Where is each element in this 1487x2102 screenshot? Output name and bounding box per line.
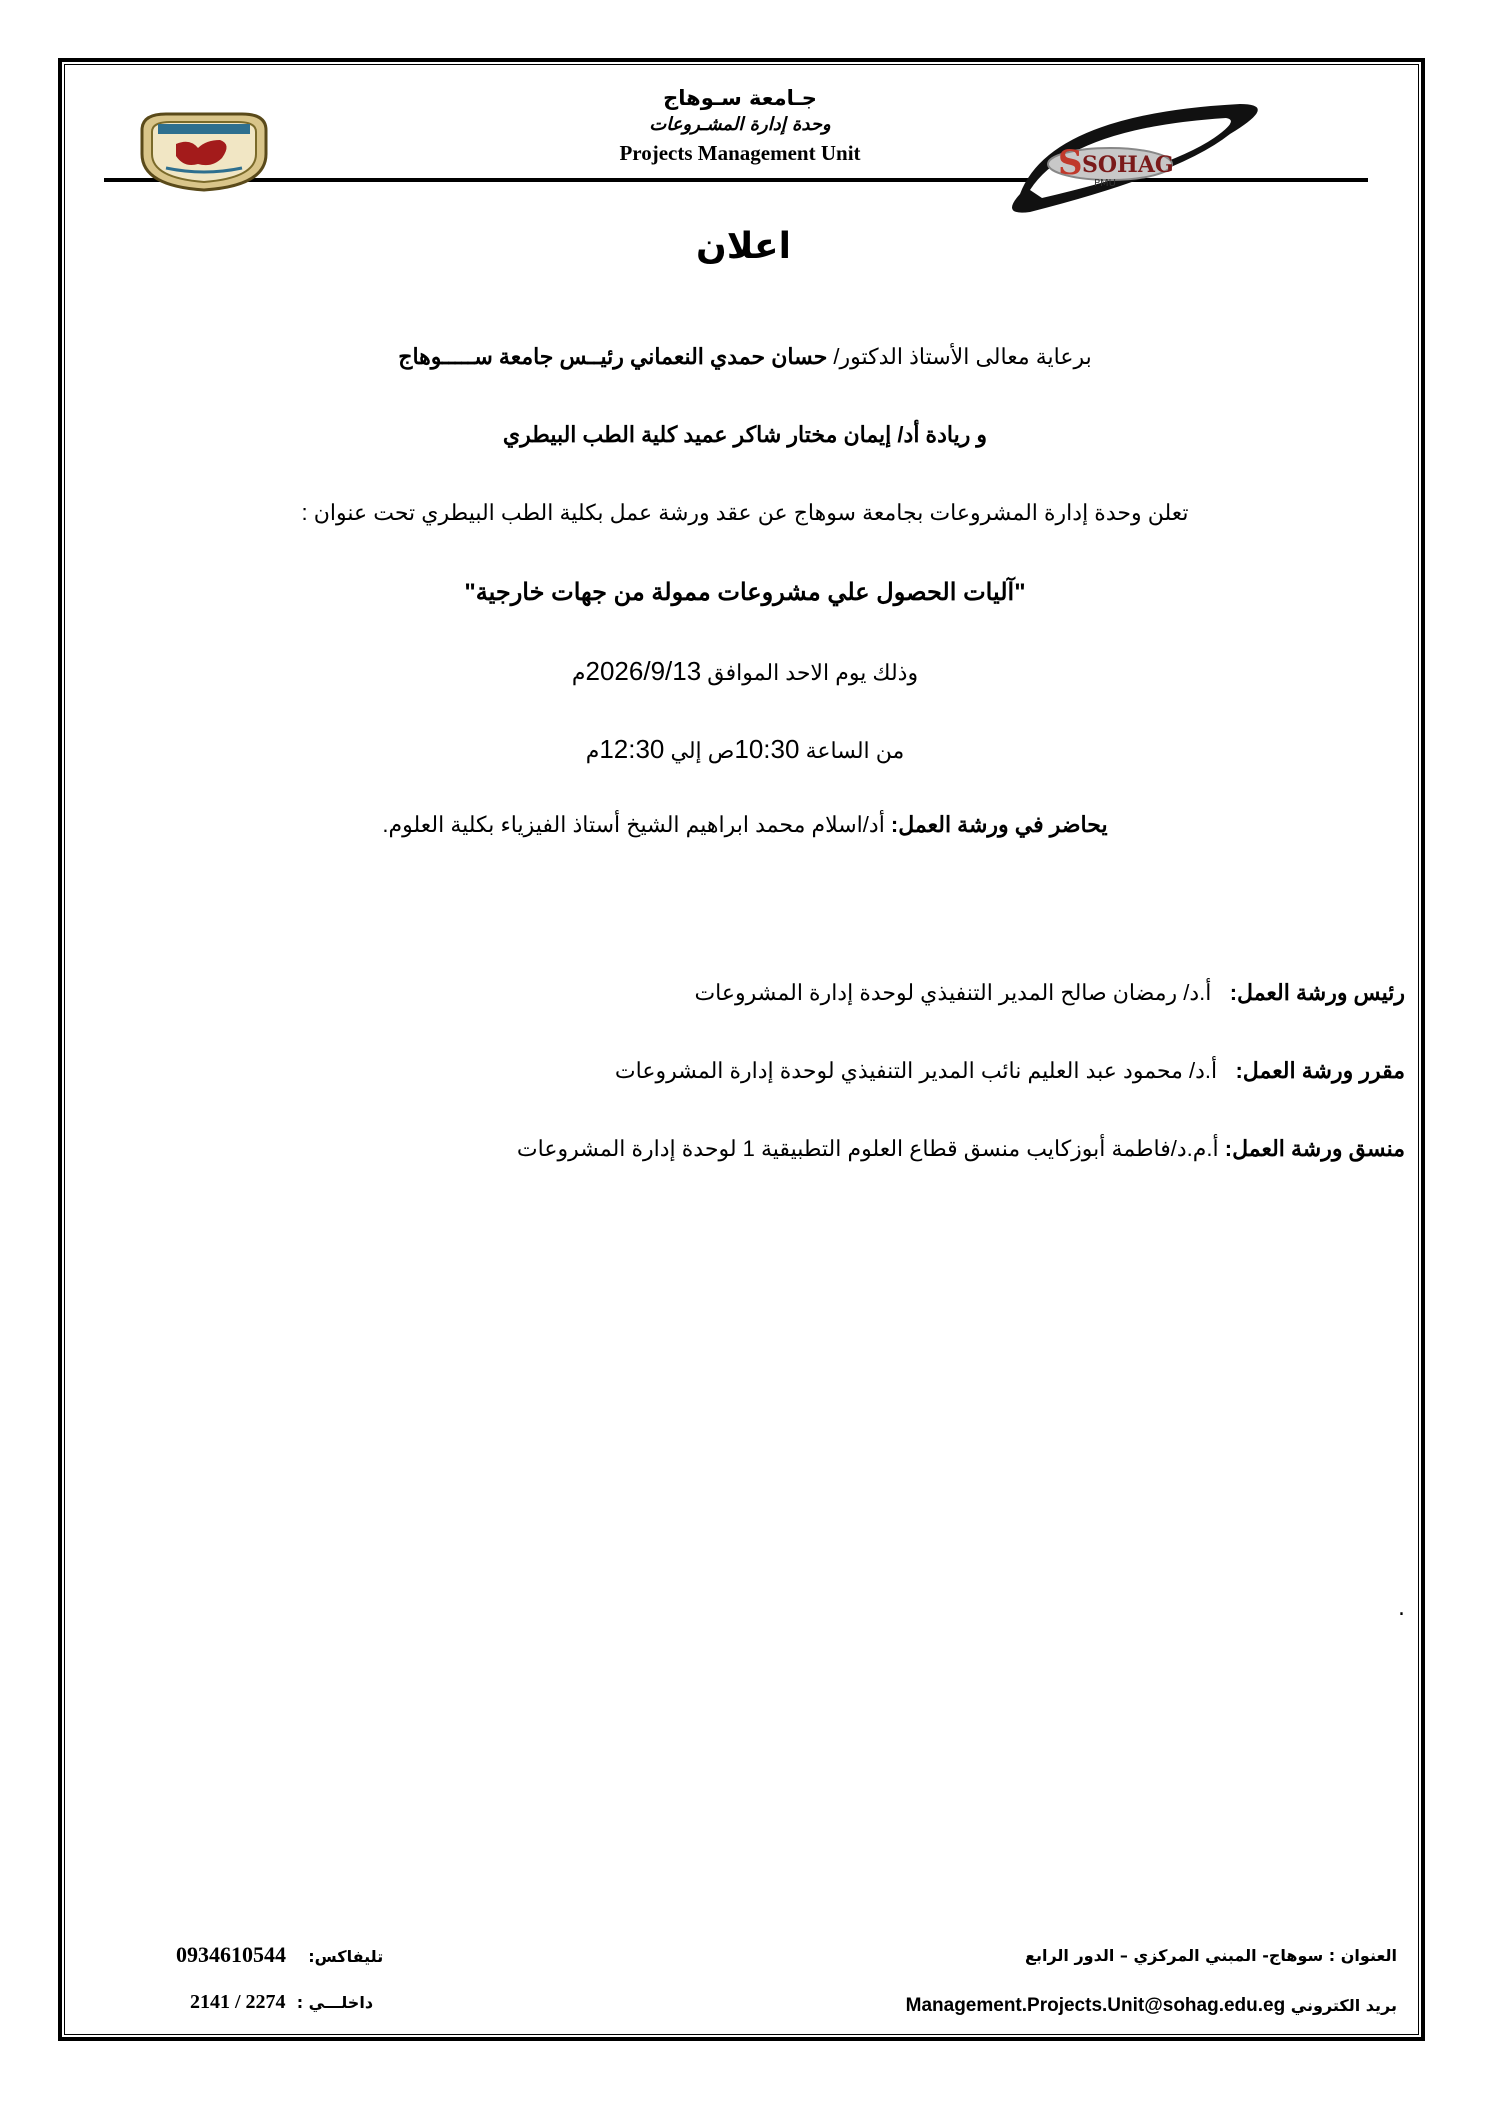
workshop-date: 2026/9/13 [585,656,702,686]
unit-name-arabic: وحدة إدارة المشـروعات [649,114,831,135]
role-value: أ.م.د/فاطمة أبوزكايب منسق قطاع العلوم التطبيقية 1 لوحدة إدارة المشروعات [516,1136,1219,1161]
time-prefix: من الساعة [799,738,905,763]
time-from: 10:30 [734,734,800,764]
footer-email [906,1995,1397,2017]
university-crest-logo [136,110,272,192]
time-suffix: م [585,738,600,763]
logo-subtext: PMU [1094,178,1116,189]
extension-value: 2141 / 2274 [190,1991,286,2013]
address-label: العنوان : [1323,1946,1397,1965]
role-value: أ.د/ محمود عبد العليم نائب المدير التنفيذي لوحدة إدارة المشروعات [614,1058,1218,1083]
role-label: منسق ورشة العمل: [1224,1136,1405,1161]
patronage-prefix: برعاية معالى الأستاذ الدكتور/ [827,344,1092,369]
footer-address [1025,1946,1397,1965]
sohag-pmu-logo [990,94,1270,224]
email-value: Management.Projects.Unit@sohag.edu.eg [905,1995,1286,2016]
lecturer-label: يحاضر في ورشة العمل: [884,812,1108,837]
footer-extension [190,1991,373,2014]
patronage-line [80,344,1410,370]
date-suffix: م [571,660,586,685]
unit-name-english: Projects Management Unit [619,141,861,165]
svg-text:S: S [1058,143,1083,183]
announcement-intro: تعلن وحدة إدارة المشروعات بجامعة سوهاج عن عقد ورشة عمل بكلية الطب البيطري تحت عنوان : [301,500,1189,525]
university-name: جـامعة سـوهاج [663,86,817,110]
workshop-date-line [80,656,1410,687]
extension-label: داخلـــي : [296,1993,374,2012]
role-row-chair [694,980,1405,1006]
patron-name: حسان حمدي النعماني رئيــس جامعة ســـــوهاج [398,344,828,369]
email-label: بريد الكتروني [1285,1996,1397,2015]
role-row-coordinator [517,1136,1405,1162]
address-value: سوهاج- المبني المركزي – الدور الرابع [1025,1946,1324,1965]
logo-wordmark: SOHAG [1082,152,1174,178]
footer-fax [176,1942,383,1968]
letterhead-text [560,84,920,168]
stray-dot: . [1398,1596,1405,1621]
lecturer-value: أد/اسلام محمد ابراهيم الشيخ أستاذ الفيزياء بكلية العلوم. [382,812,885,837]
role-label: مقرر ورشة العمل: [1235,1058,1405,1083]
fax-label: تليفاكس: [308,1947,384,1966]
lecturer-line [80,812,1410,838]
workshop-time-line [80,734,1410,765]
role-row-rapporteur [615,1058,1405,1084]
time-mid: ص إلي [664,738,735,763]
time-to: 12:30 [599,734,665,764]
date-prefix: وذلك يوم الاحد الموافق [701,660,919,685]
workshop-title: "آليات الحصول علي مشروعات ممولة من جهات خارجية" [464,579,1026,606]
leadership-line: و ريادة أد/ إيمان مختار شاكر عميد كلية الطب البيطري [502,422,988,447]
role-value: أ.د/ رمضان صالح المدير التنفيذي لوحدة إدارة المشروعات [694,980,1212,1005]
announcement-title: اعلان [696,226,791,267]
role-label: رئيس ورشة العمل: [1229,980,1405,1005]
fax-value: 0934610544 [176,1942,286,1967]
